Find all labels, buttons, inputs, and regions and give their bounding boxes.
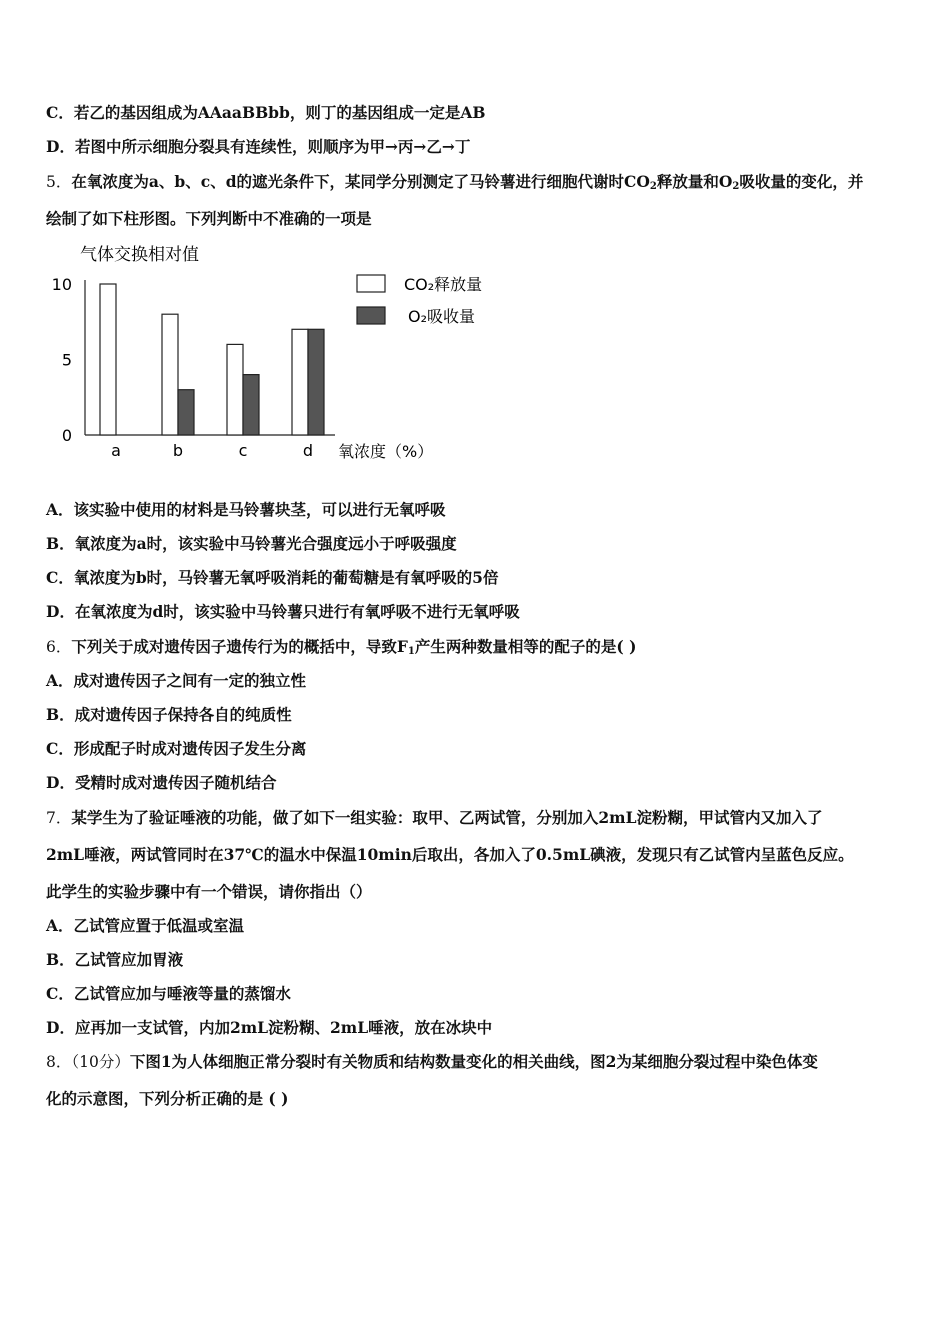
question-8 [46,1052,818,1072]
question-8-text-a: 下图1为人体细胞正常分裂时有关物质和结构数量变化的相关曲线，图2为某细胞分裂过程中染色体变 [129,1052,818,1071]
question-6 [46,637,636,662]
q6-sub: 1 [407,646,415,657]
legend-label-co2: CO₂释放量 [404,275,483,294]
option-6a: A．成对遗传因子之间有一定的独立性 [46,671,307,690]
option-5b: B．氧浓度为a时，该实验中马铃薯光合强度远小于呼吸强度 [46,534,457,553]
question-5-text-c: 吸收量的变化，并 [739,172,864,191]
option-7a: A．乙试管应置于低温或室温 [46,916,245,935]
question-7 [46,808,822,828]
question-7-cont2: 此学生的实验步骤中有一个错误，请你指出（） [46,882,372,901]
question-8-cont: 化的示意图，下列分析正确的是 ( ) [46,1089,289,1108]
option-7c: C．乙试管应加与唾液等量的蒸馏水 [46,984,291,1003]
bar-o2-c [243,375,259,435]
question-7-cont1: 2mL唾液，两试管同时在37℃的温水中保温10min后取出，各加入了0.5mL碘液，发现只有乙试管内呈蓝色反应。 [46,845,854,864]
y-tick-label: 0 [61,426,72,445]
q5-sub-o2: 2 [732,181,740,192]
x-axis-label: 氧浓度（%） [338,442,434,461]
bar-chart [50,240,510,470]
option-6d: D．受精时成对遗传因子随机结合 [46,773,277,792]
question-7-number: 7． [46,809,72,827]
bar-co2-c [227,344,243,435]
bar-o2-d [308,329,324,435]
legend-swatch-co2 [357,275,385,292]
question-5 [46,172,863,197]
question-8-number: 8． [46,1053,72,1071]
question-5-text-a: 在氧浓度为a、b、c、d的遮光条件下，某同学分别测定了马铃薯进行细胞代谢时CO [71,172,650,191]
q5-sub-co2: 2 [649,181,657,192]
x-tick-label: d [302,441,314,460]
option-c-prev: C．若乙的基因组成为AAaaBBbb，则丁的基因组成一定是AB [46,103,486,122]
option-5a: A．该实验中使用的材料是马铃薯块茎，可以进行无氧呼吸 [46,500,446,519]
bar-co2-a [100,284,116,435]
y-tick-label: 10 [51,275,72,294]
legend-swatch-o2 [357,307,385,324]
y-tick-label: 5 [61,350,72,370]
legend-label-o2: O₂吸收量 [408,307,476,326]
option-6c: C．形成配子时成对遗传因子发生分离 [46,739,307,758]
bar-o2-b [178,390,194,435]
question-6-number: 6． [46,638,72,656]
question-6-text-b: 产生两种数量相等的配子的是( ) [414,637,637,656]
bar-co2-b [162,314,178,435]
option-5d: D．在氧浓度为d时，该实验中马铃薯只进行有氧呼吸不进行无氧呼吸 [46,602,520,621]
question-8-score: （10分） [71,1053,130,1071]
chart-title: 气体交换相对值 [80,245,199,265]
question-7-text-a: 某学生为了验证唾液的功能，做了如下一组实验：取甲、乙两试管，分别加入2mL淀粉糊，甲试管内又加入了 [71,808,823,827]
option-7d: D．应再加一支试管，内加2mL淀粉糊、2mL唾液，放在冰块中 [46,1018,493,1037]
option-6b: B．成对遗传因子保持各自的纯质性 [46,705,292,724]
option-7b: B．乙试管应加胃液 [46,950,184,969]
question-5-text-b: 释放量和O [656,172,733,191]
option-d-prev: D．若图中所示细胞分裂具有连续性，则顺序为甲→丙→乙→丁 [46,137,471,156]
x-tick-label: b [172,441,184,460]
question-5-number: 5． [46,173,72,191]
x-tick-label: c [238,441,248,460]
question-6-text-a: 下列关于成对遗传因子遗传行为的概括中，导致F [71,637,408,656]
x-tick-label: a [111,441,121,460]
option-5c: C．氧浓度为b时，马铃薯无氧呼吸消耗的葡萄糖是有氧呼吸的5倍 [46,568,499,587]
question-5-cont: 绘制了如下柱形图。下列判断中不准确的一项是 [46,209,372,228]
bar-co2-d [292,329,308,435]
